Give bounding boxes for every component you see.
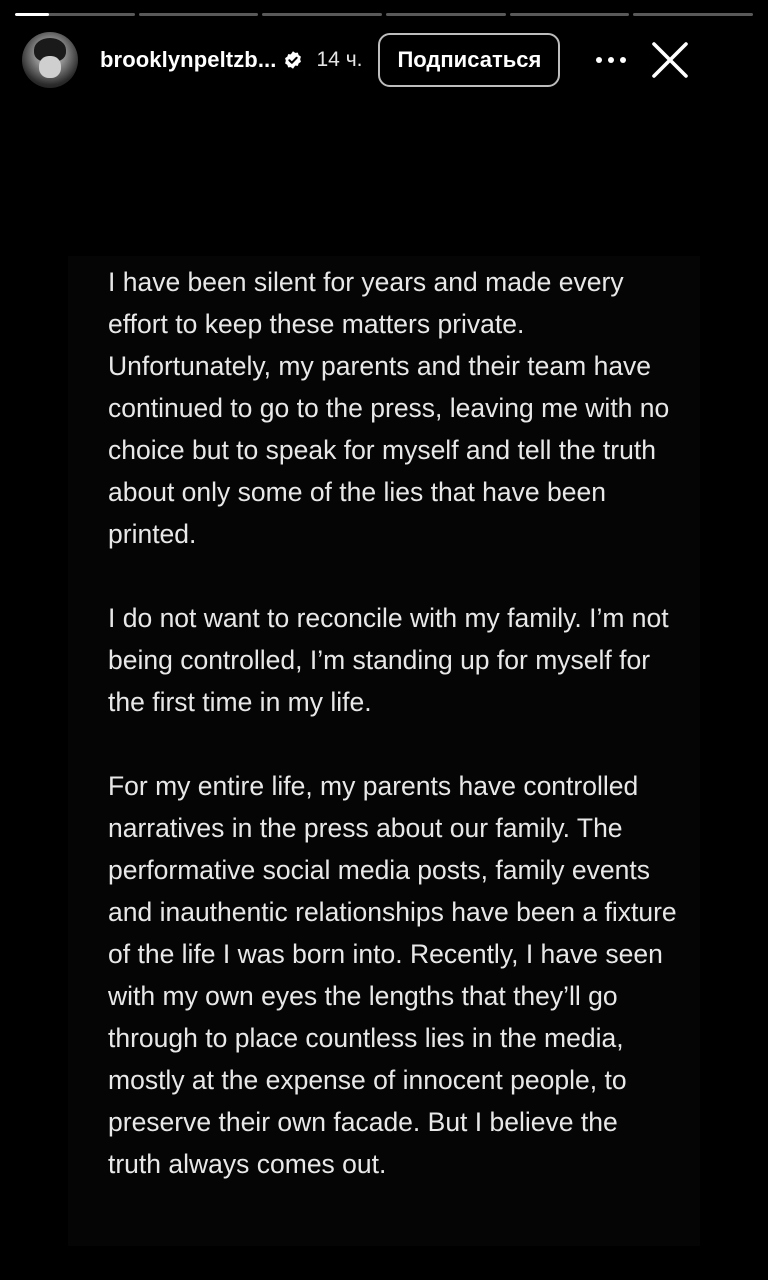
close-icon [651,41,689,79]
post-time: 14 ч. [316,48,363,71]
progress-segment-4 [386,13,506,16]
verified-badge-icon [283,50,303,70]
paragraph-2: I do not want to reconcile with my family. I’m not being controlled, I’m standing up for myself for the first time in my life. [108,603,669,717]
progress-segment-3 [262,13,382,16]
progress-segment-5 [510,13,630,16]
story-header [22,30,754,90]
progress-segment-2 [139,13,259,16]
username[interactable]: brooklynpeltzb... [100,47,277,72]
progress-segment-fill [15,13,49,16]
paragraph-1: I have been silent for years and made every effort to keep these matters private. Unfortunately, my parents and their team have continued to go to the press, leaving me with no choice but to speak for myself and tell the truth about only some of the lies that have been printed. [108,267,670,549]
profile-avatar[interactable] [22,32,78,88]
more-options-icon [595,56,627,64]
paragraph-3: For my entire life, my parents have controlled narratives in the press about our family. The performative social media posts, family events and inauthentic relationships have been a fixture of the life I was born into. Recently, I have seen with my own eyes the lengths that they’ll go through to place countless lies in the media, mostly at the expense of innocent people, to preserve their own facade. But I believe the truth always comes out. [108,771,677,1179]
progress-segment-6 [633,13,753,16]
follow-button[interactable]: Подписаться [378,33,560,87]
story-text [108,261,678,1227]
story-progress-bar [15,13,753,17]
progress-segment-1 [15,13,135,16]
close-button[interactable] [648,38,692,82]
more-options-button[interactable] [594,43,628,77]
